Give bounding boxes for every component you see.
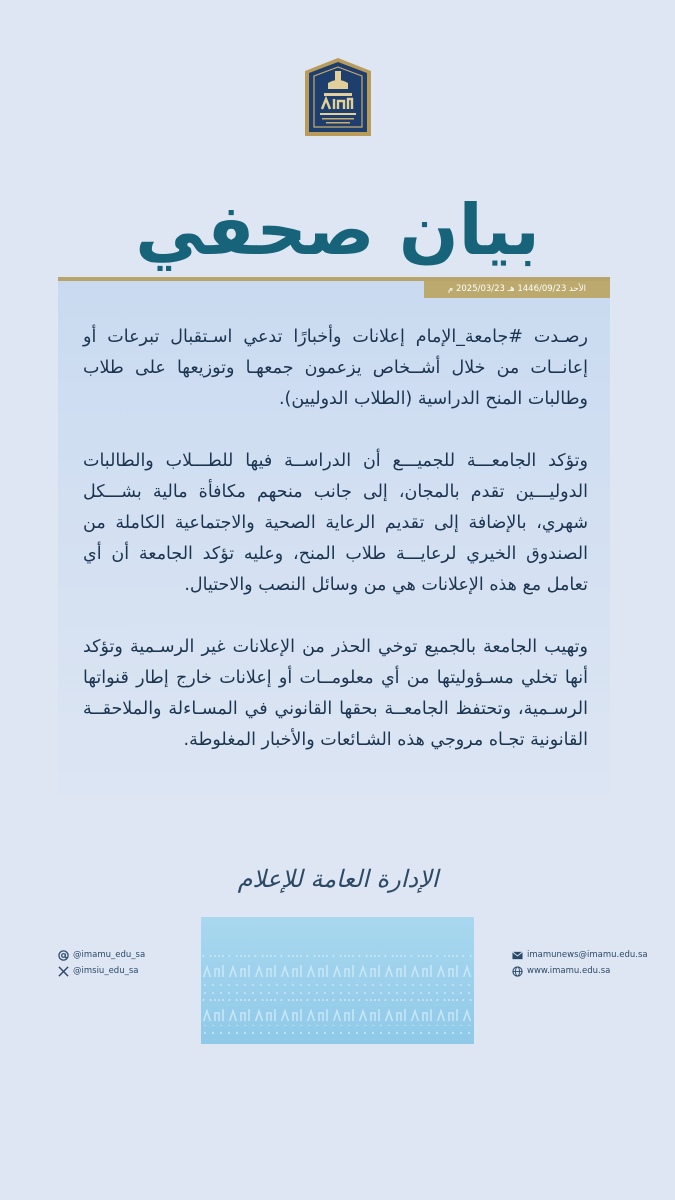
page-title: بيان صحفي <box>135 189 540 271</box>
x-icon <box>58 966 69 977</box>
website-text: www.imamu.edu.sa <box>527 966 611 976</box>
contact-email[interactable] <box>512 949 648 962</box>
paragraph-1: رصـدت #جامعة_الإمام إعلانات وأخبارًا تدعي اسـتقبال تبرعات أو إعانــات من خلال أشــخاص يزعمون جمعهـا وتوزيعها على طلاب وطالبات المنح الدراسية (الطلاب الدوليين). <box>83 327 588 409</box>
social-at-handle[interactable] <box>58 949 145 962</box>
date-badge: الأحد 1446/09/23 هـ 2025/03/23 م <box>424 281 610 298</box>
instagram-handle: @imamu_edu_sa <box>73 950 146 960</box>
paragraph-2: وتؤكد الجامعـــة للجميـــع أن الدراســة فيها للطـــلاب والطالبات الدوليـــين تقدم بالمجان، إلى جانب منحهم مكافأة مالية بشـــكل شهري، بالإضافة إلى تقديم الرعاية الصحية والاجتماعية الكاملة من الصندوق الخيري لرعايـــة طلاب المنح، وعليه تؤكد الجامعة أن أي تعامل مع هذه الإعلانات هي من وسائل النصب والاحتيال. <box>83 451 588 595</box>
social-x-handle[interactable] <box>58 965 138 978</box>
at-icon <box>58 950 69 961</box>
contact-website[interactable] <box>512 965 610 978</box>
imam-university-logo-icon <box>304 57 372 137</box>
email-text: imamunews@imamu.edu.sa <box>527 950 648 960</box>
x-handle: @imsiu_edu_sa <box>73 966 139 976</box>
department-name: الإدارة العامة للإعلام <box>237 865 439 893</box>
mail-icon <box>512 951 523 960</box>
decorative-pattern <box>201 917 474 1044</box>
statement-body <box>83 322 588 787</box>
globe-icon <box>512 966 523 977</box>
paragraph-3: وتهيب الجامعة بالجميع توخي الحذر من الإعلانات غير الرسـمية وتؤكد أنها تخلي مسـؤوليتها من أي معلومــات أو إعلانات خارج إطار قنواتها الرسـمية، وتحتفظ الجامعــة بحقها القانوني في المسـاءلة والملاحقــة القانونية تجـاه مروجي هذه الشـائعات والأخبار المغلوطة. <box>83 637 588 750</box>
